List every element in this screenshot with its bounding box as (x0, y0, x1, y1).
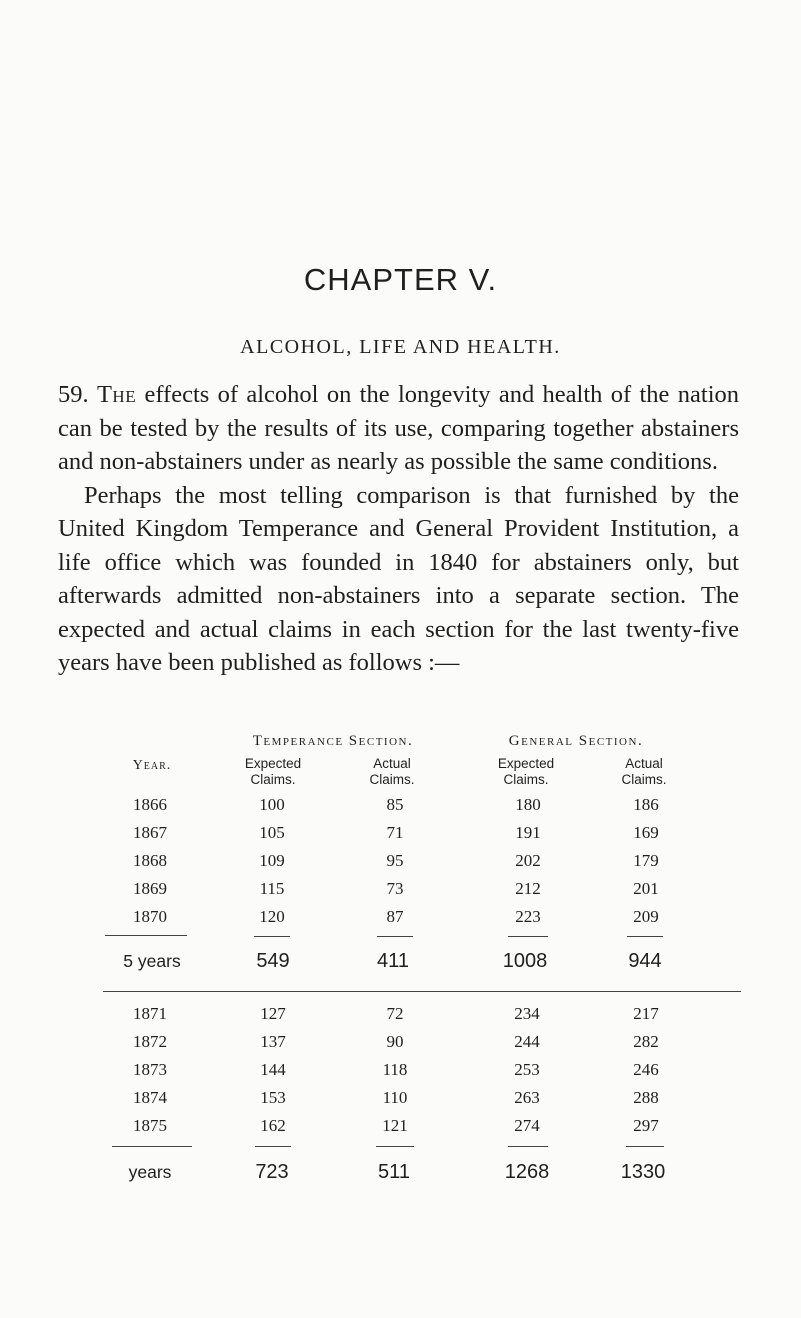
table-cell-year: 1869 (133, 879, 167, 898)
column-header-line: Claims. (250, 772, 296, 787)
table-cell: 100 (259, 795, 285, 814)
paragraph-lead-word: The (96, 381, 137, 408)
year-column-header: Year. (132, 758, 172, 773)
table-cell: 118 (382, 1060, 408, 1079)
column-header-line: Actual (625, 756, 663, 771)
subtotal-rule (377, 936, 413, 937)
table-cell: 234 (514, 1004, 540, 1023)
subtotal-rule (254, 936, 290, 937)
table-cell: 109 (259, 851, 285, 870)
subtotal-rule (112, 1146, 192, 1147)
table-cell: 90 (386, 1032, 404, 1051)
table-cell-year: 1874 (133, 1088, 167, 1107)
table-cell: 186 (633, 795, 659, 814)
table-cell: 180 (515, 795, 541, 814)
table-cell: 253 (514, 1060, 540, 1079)
table-cell: 209 (633, 907, 659, 926)
total-cell: 944 (628, 950, 662, 972)
table-cell: 73 (386, 879, 404, 898)
table-cell: 191 (515, 823, 541, 842)
column-header-line: Claims. (369, 772, 415, 787)
subtotal-rule (627, 936, 663, 937)
total-cell: 1008 (502, 950, 548, 972)
subtotal-rule (508, 1146, 548, 1147)
subtotal-rule (255, 1146, 291, 1147)
table-cell: 144 (260, 1060, 286, 1079)
table-cell-year: 1868 (133, 851, 167, 870)
total-cell: 511 (378, 1161, 410, 1183)
table-cell: 263 (514, 1088, 540, 1107)
subtotal-rule (376, 1146, 414, 1147)
period-separator-rule (103, 991, 741, 992)
table-cell-year: 1875 (133, 1116, 167, 1135)
table-cell: 217 (633, 1004, 659, 1023)
column-header-line: Claims. (621, 772, 667, 787)
table-cell: 87 (386, 907, 404, 926)
column-header-line: Expected (497, 756, 555, 771)
table-cell: 120 (259, 907, 285, 926)
table-cell: 153 (260, 1088, 286, 1107)
column-header (498, 756, 554, 788)
table-cell: 282 (633, 1032, 659, 1051)
paragraph-2: Perhaps the most telling comparison is that furnished by the United Kingdom Temperance and General Provident Institution, a life office which was founded in 1840 for abstainers only, but afterwards admitted non-abstainers into a separate section. The expected and actual claims in each section for the last twenty-five years have been published as follows :— (58, 481, 739, 676)
column-header (245, 756, 301, 788)
total-cell: 723 (255, 1161, 289, 1183)
column-header (369, 756, 414, 788)
table-cell: 110 (382, 1088, 408, 1107)
table-cell: 85 (386, 795, 404, 814)
paragraph-1-text: effects of alcohol on the longevity and health of the nation can be tested by the results of its use, comparing together abstainers and non-abstainers under as nearly as possible the same conditions. (58, 381, 739, 475)
general-section-header: General Section. (508, 733, 644, 749)
table-cell: 288 (633, 1088, 659, 1107)
table-cell-year: 1867 (133, 823, 167, 842)
table-cell-year: 1872 (133, 1032, 167, 1051)
total-cell: 411 (377, 950, 409, 972)
table-cell: 212 (515, 879, 541, 898)
table-cell: 244 (514, 1032, 540, 1051)
table-cell-year: 1866 (133, 795, 167, 814)
table-cell: 179 (633, 851, 659, 870)
table-cell-year: 1871 (133, 1004, 167, 1023)
table-cell: 223 (515, 907, 541, 926)
chapter-subtitle: ALCOHOL, LIFE AND HEALTH. (240, 336, 561, 358)
subtotal-rule (105, 935, 187, 936)
column-header-line: Claims. (503, 772, 549, 787)
table-cell-year: 1873 (133, 1060, 167, 1079)
table-cell: 201 (633, 879, 659, 898)
total-label: 5 years (123, 951, 181, 971)
total-cell: 1330 (620, 1161, 666, 1183)
table-cell: 297 (633, 1116, 659, 1135)
total-cell: 549 (256, 950, 290, 972)
table-cell: 72 (386, 1004, 404, 1023)
total-label: years (128, 1162, 172, 1182)
subtotal-rule (626, 1146, 664, 1147)
column-header-line: Actual (373, 756, 411, 771)
table-cell: 246 (633, 1060, 659, 1079)
table-cell: 115 (259, 879, 285, 898)
table-cell: 121 (382, 1116, 408, 1135)
table-cell: 71 (386, 823, 404, 842)
table-cell-year: 1870 (133, 907, 167, 926)
table-cell: 162 (260, 1116, 286, 1135)
subtotal-rule (508, 936, 548, 937)
table-cell: 127 (260, 1004, 286, 1023)
table-cell: 202 (515, 851, 541, 870)
table-cell: 274 (514, 1116, 540, 1135)
total-cell: 1268 (504, 1161, 550, 1183)
temperance-section-header: Temperance Section. (252, 733, 414, 749)
table-cell: 169 (633, 823, 659, 842)
table-cell: 95 (386, 851, 404, 870)
chapter-title: CHAPTER V. (303, 262, 498, 297)
table-cell: 105 (259, 823, 285, 842)
column-header (621, 756, 666, 788)
table-cell: 137 (260, 1032, 286, 1051)
column-header-line: Expected (244, 756, 302, 771)
paragraph-number: 59. (58, 381, 89, 408)
